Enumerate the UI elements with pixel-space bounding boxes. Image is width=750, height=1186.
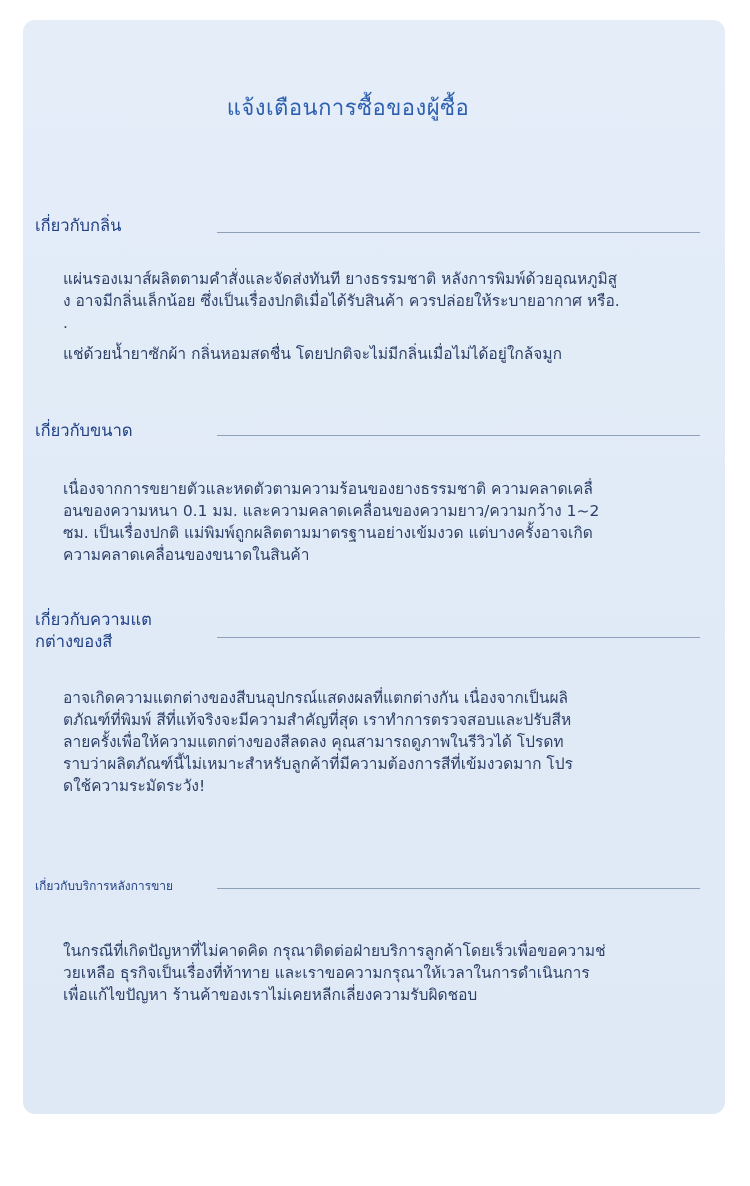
section-heading-after-sales: เกี่ยวกับบริการหลังการขาย (35, 879, 174, 893)
page-title: แจ้งเตือนการซื้อของผู้ซื้อ (226, 96, 470, 121)
section-heading-color: เกี่ยวกับความแต กต่างของสี (35, 610, 152, 651)
section-divider (217, 637, 700, 638)
smell-paragraph-1: แผ่นรองเมาส์ผลิตตามคำสั่งและจัดส่งทันที ยางธรรมชาติ หลังการพิมพ์ด้วยอุณหภูมิสู ง อาจมีกลิ่นเล็กน้อย ซึ่งเป็นเรื่องปกติเมื่อได้รับสินค้า ควรปล่อยให้ระบายอากาศ หรือ. . (63, 270, 620, 332)
section-heading-smell: เกี่ยวกับกลิ่น (35, 216, 122, 235)
section-divider (217, 232, 700, 233)
after-sales-paragraph: ในกรณีที่เกิดปัญหาที่ไม่คาดคิด กรุณาติดต่อฝ่ายบริการลูกค้าโดยเร็วเพื่อขอความช่ วยเหลือ ธุรกิจเป็นเรื่องที่ท้าทาย และเราขอความกรุณาให้เวลาในการดำเนินการ เพื่อแก้ไขปัญหา ร้านค้าของเราไม่เคยหลีกเลี่ยงความรับผิดชอบ (63, 942, 606, 1004)
section-divider (217, 888, 700, 889)
size-paragraph: เนื่องจากการขยายตัวและหดตัวตามความร้อนของยางธรรมชาติ ความคลาดเคลื่ อนของความหนา 0.1 มม. และความคลาดเคลื่อนของความยาว/ความกว้าง 1~2 ซม. เป็นเรื่องปกติ แม่พิมพ์ถูกผลิตตามมาตรฐานอย่างเข้มงวด แต่บางครั้งอาจเกิด ความคลาดเคลื่อนของขนาดในสินค้า (63, 480, 600, 564)
section-divider (217, 435, 700, 436)
smell-paragraph-2: แช่ด้วยน้ำยาซักผ้า กลิ่นหอมสดชื่น โดยปกติจะไม่มีกลิ่นเมื่อไม่ได้อยู่ใกล้จมูก (63, 345, 562, 363)
color-paragraph: อาจเกิดความแตกต่างของสีบนอุปกรณ์แสดงผลที่แตกต่างกัน เนื่องจากเป็นผลิ ตภัณฑ์ที่พิมพ์ สีที่แท้จริงจะมีความสำคัญที่สุด เราทำการตรวจสอบและปรับสีห ลายครั้งเพื่อให้ความแตกต่างของสีลดลง คุณสามารถดูภาพในรีวิวได้ โปรดท ราบว่าผลิตภัณฑ์นี้ไม่เหมาะสำหรับลูกค้าที่มีความต้องการสีที่เข้มงวดมาก โปร ดใช้ความระมัดระวัง! (63, 689, 573, 795)
notice-card (23, 20, 725, 1114)
section-heading-size: เกี่ยวกับขนาด (35, 421, 133, 440)
